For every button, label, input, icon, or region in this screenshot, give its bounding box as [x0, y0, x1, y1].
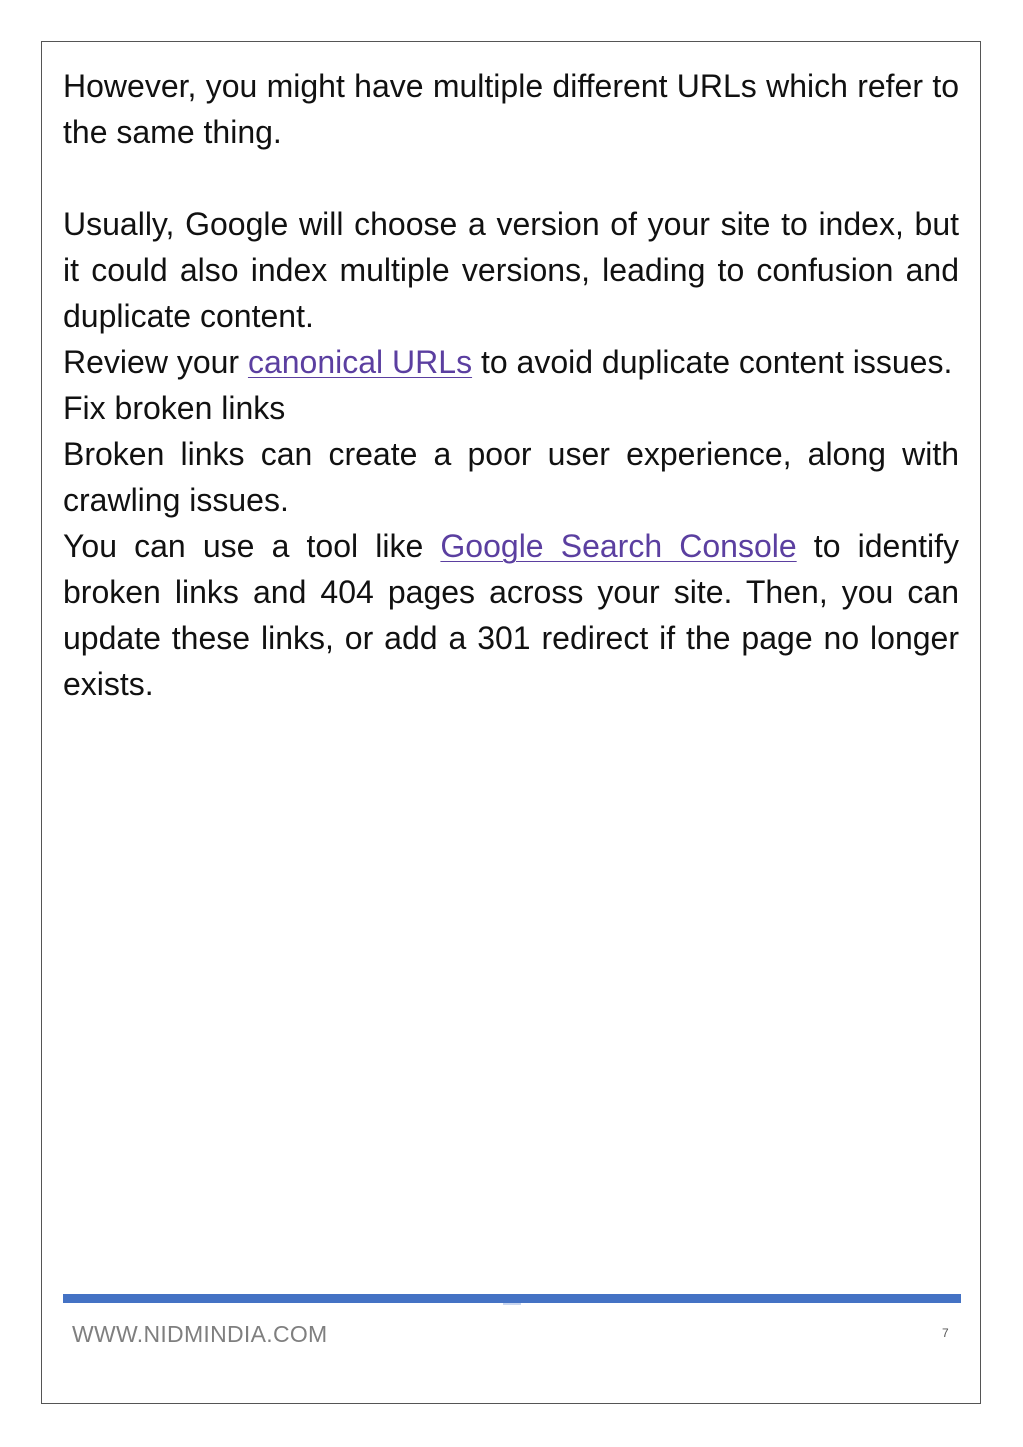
canonical-text-after: to avoid duplicate content issues.	[472, 344, 953, 380]
footer-divider	[63, 1294, 961, 1303]
search-console-text-before: You can use a tool like	[63, 528, 441, 564]
document-body	[63, 63, 959, 707]
canonical-text-before: Review your	[63, 344, 248, 380]
heading-fix-broken-links: Fix broken links	[63, 390, 286, 426]
paragraph-search-console	[63, 523, 959, 707]
paragraph-broken-links: Broken links can create a poor user experience, along with crawling issues.	[63, 436, 959, 518]
paragraph-multiple-urls: However, you might have multiple different URLs which refer to the same thing.	[63, 68, 959, 150]
search-console-text-after: to identify broken links and 404 pages across your site. Then, you can update these links, or add a 301 redirect if the page no longer exists.	[63, 528, 960, 702]
footer-website: WWW.NIDMINDIA.COM	[72, 1321, 328, 1347]
google-search-console-link[interactable]: Google Search Console	[440, 528, 797, 564]
page-number: 7	[942, 1326, 949, 1340]
paragraph-google-index: Usually, Google will choose a version of your site to index, but it could also index multiple versions, leading to confusion and duplicate content.	[63, 206, 959, 334]
canonical-urls-link[interactable]: canonical URLs	[247, 344, 473, 380]
footer-divider-notch	[503, 1303, 521, 1305]
paragraph-canonical	[63, 339, 959, 385]
paragraph-spacer	[63, 155, 959, 201]
